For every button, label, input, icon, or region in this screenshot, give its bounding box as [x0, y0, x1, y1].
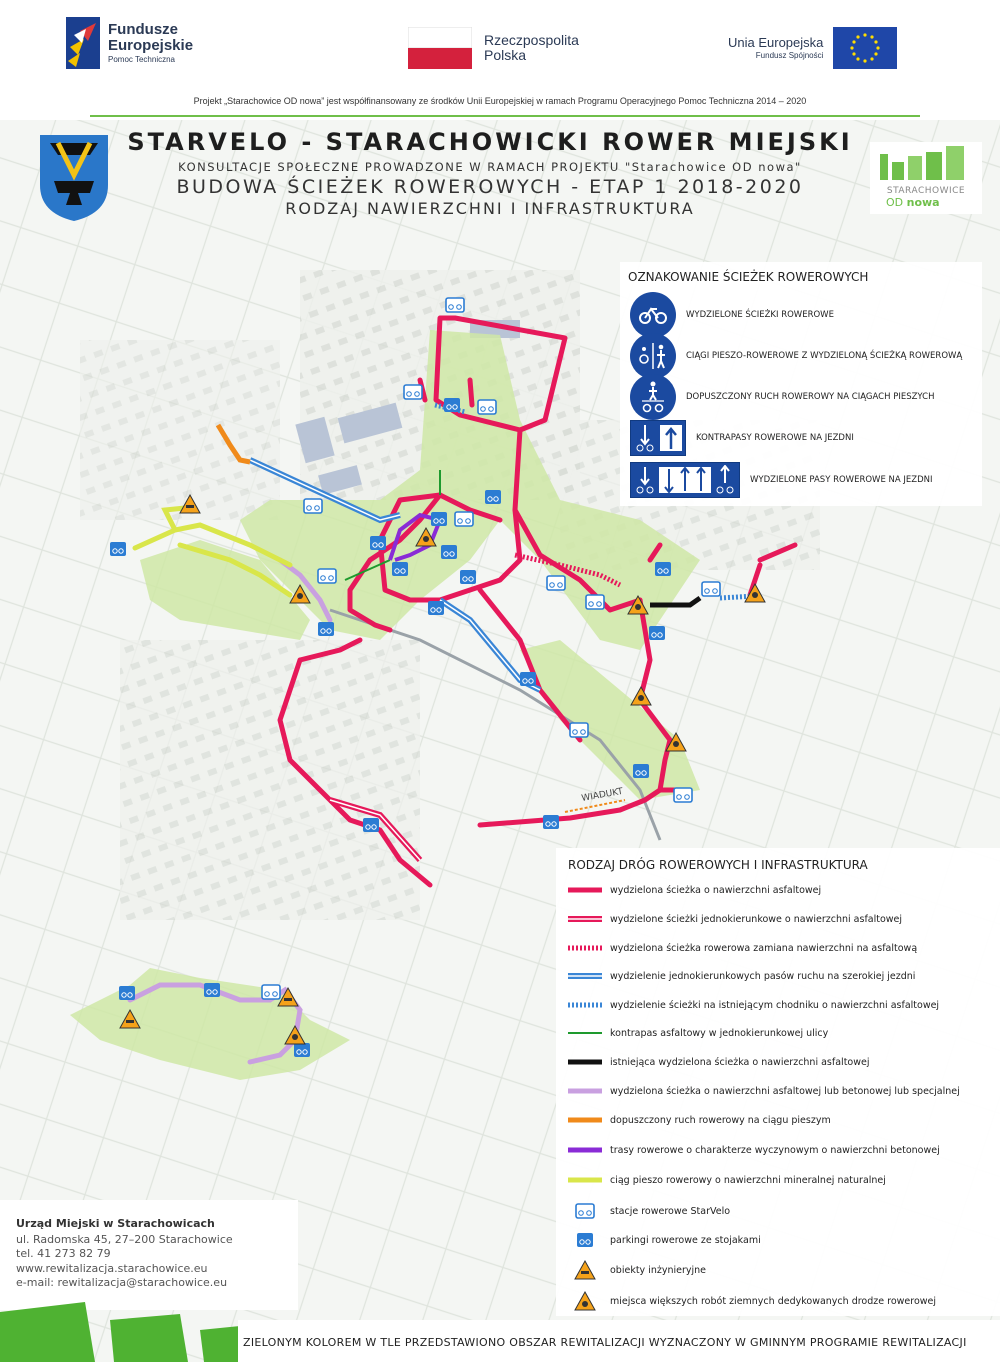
bike-parking-icon — [431, 512, 447, 526]
bike-parking-icon — [204, 983, 220, 997]
section-title: RODZAJ NAWIERZCHNI I INFRASTRUKTURA — [285, 199, 695, 218]
decorative-green-stripes — [0, 1300, 240, 1362]
contact-website[interactable]: www.rewitalizacja.starachowice.eu — [16, 1262, 208, 1275]
markings-title: OZNAKOWANIE ŚCIEŻEK ROWEROWYCH — [628, 270, 869, 284]
bike-parking-icon — [485, 490, 501, 504]
od-nowa-bars-icon — [870, 142, 982, 182]
legend-label: stacje rowerowe StarVelo — [610, 1205, 731, 1217]
marking-label: CIĄGI PIESZO-ROWEROWE Z WYDZIELONĄ ŚCIEŻKĄ ROWEROWĄ — [686, 351, 963, 361]
bike-parking-icon — [649, 626, 665, 640]
legend-row — [568, 967, 993, 985]
legend-row — [568, 939, 993, 957]
bike-parking-icon — [363, 818, 379, 832]
bike-station-icon — [446, 298, 464, 312]
marking-row — [630, 462, 933, 498]
od-nowa-tagline — [886, 196, 982, 209]
bike-parking-icon — [392, 562, 408, 576]
route-legend-title: RODZAJ DRÓG ROWEROWYCH I INFRASTRUKTURA — [568, 858, 868, 872]
legend-row — [568, 910, 993, 928]
legend-row — [568, 1231, 993, 1249]
fe-star-icon — [66, 17, 100, 69]
contact-phone: tel. 41 273 82 79 — [16, 1247, 111, 1260]
bike-station-icon — [575, 1203, 595, 1219]
legend-label: wydzielona ścieżka o nawierzchni asfaltowej lub betonowej lub specjalnej — [610, 1085, 960, 1097]
marking-label: WYDZIELONE PASY ROWEROWE NA JEZDNI — [750, 475, 933, 485]
eu-flag-icon — [833, 27, 897, 69]
legend-label: ciąg pieszo rowerowy o nawierzchni mineralnej naturalnej — [610, 1174, 886, 1186]
rzeczpospolita-logo — [408, 27, 579, 69]
main-title: STARVELO - STARACHOWICKI ROWER MIEJSKI — [127, 128, 853, 156]
bike-station-icon — [674, 788, 692, 802]
legend-label: wydzielenie jednokierunkowych pasów ruchu na szerokiej jezdni — [610, 970, 916, 982]
rp-title-2: Polska — [484, 47, 527, 63]
marking-row — [630, 292, 834, 338]
markings-legend — [620, 262, 982, 506]
bike-parking-icon — [370, 536, 386, 550]
bike-parking-icon — [441, 545, 457, 559]
marking-label: WYDZIELONE ŚCIEŻKI ROWEROWE — [686, 310, 834, 320]
bike-parking-icon — [110, 542, 126, 556]
urban-area — [80, 340, 280, 520]
earthworks-warning-icon — [574, 1291, 596, 1311]
legend-row — [568, 996, 993, 1014]
contraflow-sign-icon — [630, 420, 686, 456]
od-nowa-city: STARACHOWICE — [886, 186, 966, 196]
header-divider — [90, 115, 920, 117]
marking-row — [630, 333, 962, 379]
ue-subtitle: Fundusz Spójności — [755, 50, 824, 60]
pedestrian-bike-sign-icon — [630, 374, 676, 420]
legend-label: obiekty inżynieryjne — [610, 1264, 707, 1276]
contact-block — [0, 1200, 298, 1310]
legend-row — [568, 1261, 993, 1279]
bike-station-icon — [570, 723, 588, 737]
fe-subtitle: Pomoc Techniczna — [108, 54, 175, 64]
contact-address: ul. Radomska 45, 27–200 Starachowice — [16, 1233, 233, 1246]
bike-station-icon — [586, 595, 604, 609]
legend-row — [568, 1141, 993, 1159]
bike-station-icon — [702, 582, 720, 596]
legend-label: wydzielenie ścieżki na istniejącym chodniku o nawierzchni asfaltowej — [610, 999, 940, 1011]
starachowice-od-nowa-logo — [870, 142, 982, 214]
bike-parking-icon — [119, 986, 135, 1000]
bike-parking-icon — [576, 1232, 594, 1248]
legend-label: wydzielona ścieżka o nawierzchni asfaltowej — [610, 884, 822, 896]
bike-parking-icon — [543, 815, 559, 829]
bike-lanes-sign-icon — [630, 462, 740, 498]
od-nowa-od: OD — [886, 196, 907, 209]
shared-path-sign-icon — [630, 333, 676, 379]
legend-row — [568, 1171, 993, 1189]
bike-parking-icon — [444, 398, 460, 412]
od-nowa-nowa: nowa — [906, 196, 940, 209]
legend-row — [568, 1082, 993, 1100]
legend-label: dopuszczony ruch rowerowy na ciągu pieszym — [610, 1114, 831, 1126]
bike-station-icon — [318, 569, 336, 583]
bike-parking-icon — [460, 570, 476, 584]
fe-title-2: Europejskie — [108, 36, 194, 54]
marking-label: DOPUSZCZONY RUCH ROWEROWY NA CIĄGACH PIESZYCH — [686, 392, 935, 402]
bike-parking-icon — [428, 601, 444, 615]
legend-label: parkingi rowerowe ze stojakami — [610, 1234, 761, 1246]
bike-parking-icon — [633, 764, 649, 778]
bike-station-icon — [262, 985, 280, 999]
bike-parking-icon — [520, 672, 536, 686]
fundusze-europejskie-logo — [66, 17, 193, 69]
stage-title: BUDOWA ŚCIEŻEK ROWEROWYCH - ETAP 1 2018-2020 — [176, 176, 804, 198]
contact-org: Urząd Miejski w Starachowicach — [16, 1217, 215, 1230]
legend-label: kontrapas asfaltowy w jednokierunkowej ulicy — [610, 1027, 829, 1039]
map-title-block — [120, 128, 860, 218]
legend-row — [568, 881, 993, 899]
marking-row — [630, 374, 934, 420]
bike-parking-icon — [655, 562, 671, 576]
header-bar — [0, 0, 1000, 120]
urban-area — [120, 640, 420, 920]
engineering-warning-icon — [574, 1260, 596, 1280]
bike-path-sign-icon — [630, 292, 676, 338]
bike-station-icon — [404, 385, 422, 399]
legend-label: miejsca większych robót ziemnych dedykowanych drodze rowerowej — [610, 1295, 937, 1307]
marking-label: KONTRAPASY ROWEROWE NA JEZDNI — [696, 433, 854, 443]
bike-station-icon — [478, 400, 496, 414]
fe-title: Fundusze — [108, 21, 178, 39]
legend-row — [568, 1111, 993, 1129]
contact-email[interactable]: e-mail: rewitalizacja@starachowice.eu — [16, 1276, 228, 1289]
coat-of-arms-icon — [40, 135, 108, 221]
bike-parking-icon — [318, 622, 334, 636]
ue-title: Unia Europejska — [728, 34, 824, 50]
unia-europejska-logo — [728, 27, 897, 69]
rp-title: Rzeczpospolita — [484, 32, 579, 49]
legend-label: istniejąca wydzielona ścieżka o nawierzchni asfaltowej — [610, 1056, 870, 1068]
legend-row — [568, 1024, 993, 1042]
legend-row — [568, 1053, 993, 1071]
viaduct-label: WIADUKT — [580, 786, 624, 804]
revitalization-note: ZIELONYM KOLOREM W TLE PRZEDSTAWIONO OBSZAR REWITALIZACJI WYZNACZONY W GMINNYM PROGRAMIE REWITALIZACJI — [243, 1336, 967, 1349]
bike-parking-icon — [294, 1043, 310, 1057]
bike-station-icon — [547, 576, 565, 590]
consultation-subtitle: KONSULTACJE SPOŁECZNE PROWADZONE W RAMACH PROJEKTU "Starachowice OD nowa" — [178, 160, 802, 174]
legend-label: wydzielone ścieżki jednokierunkowe o nawierzchni asfaltowej — [610, 913, 903, 925]
bike-station-icon — [455, 512, 473, 526]
legend-label: trasy rowerowe o charakterze wyczynowym o nawierzchni betonowej — [610, 1144, 940, 1156]
marking-row — [630, 420, 854, 456]
legend-label: wydzielona ścieżka rowerowa zamiana nawierzchni na asfaltową — [610, 942, 918, 954]
legend-row — [568, 1202, 993, 1220]
polish-flag-icon — [408, 27, 472, 69]
bike-station-icon — [304, 499, 322, 513]
project-cofinancing-line: Projekt „Starachowice OD nowa” jest współfinansowany ze środków Unii Europejskiej w ramach Programu Operacyjnego Pomoc Techniczna 2014 – 2020 — [193, 96, 807, 106]
legend-row — [568, 1292, 993, 1310]
